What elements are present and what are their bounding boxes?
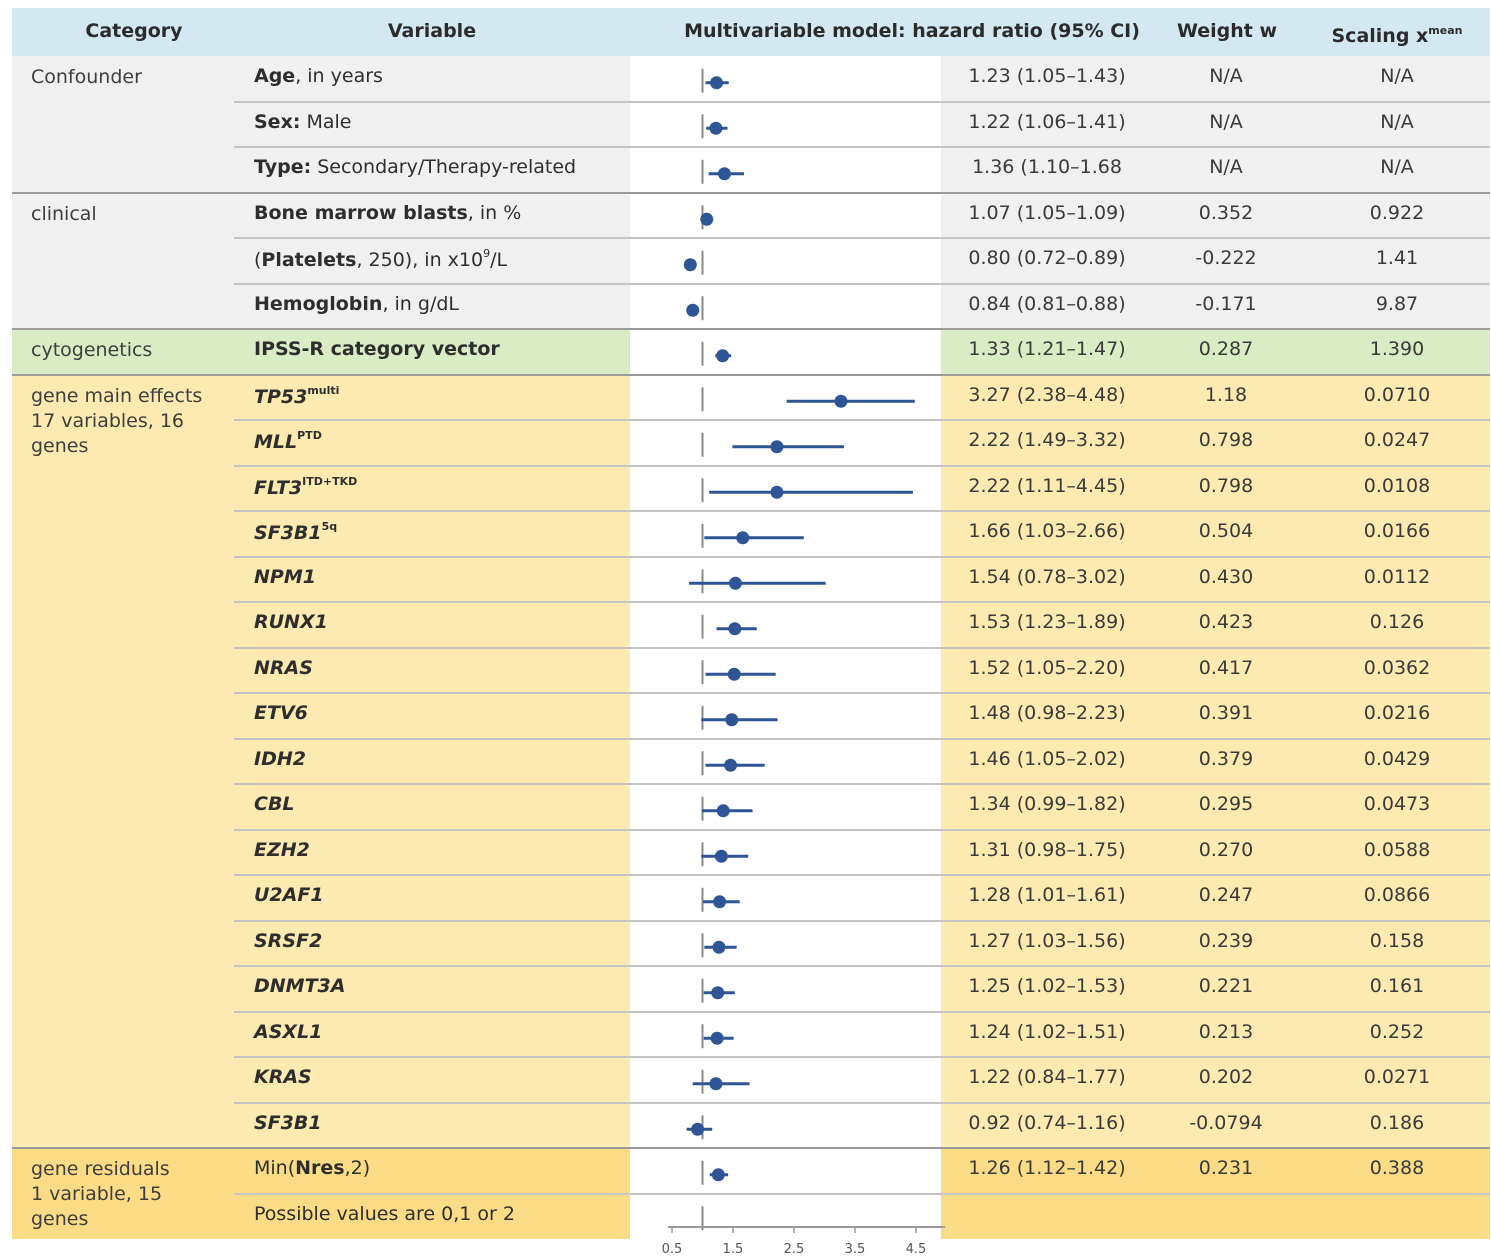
scaling-value: 0.0710 [1363,383,1431,406]
scaling-value: 0.252 [1369,1020,1425,1043]
hazard-ratio-point [711,1032,724,1045]
weight-value: 0.798 [1198,429,1254,451]
gene-name: EZH2 [254,838,310,861]
weight-value: 0.295 [1198,793,1254,815]
scaling-value: 0.0473 [1363,793,1431,815]
hazard-ratio-ci: 1.36 (1.10–1.68 [972,156,1122,178]
hazard-ratio-ci: 1.34 (0.99–1.82) [968,793,1126,815]
header-category: Category [85,20,183,42]
weight-value: 0.270 [1198,838,1254,861]
scaling-value: 0.186 [1369,1111,1425,1134]
hazard-ratio-ci: 1.22 (1.06–1.41) [968,110,1126,133]
scaling-value: 0.922 [1369,201,1425,224]
hazard-ratio-ci: 1.66 (1.03–2.66) [968,520,1126,542]
header-model: Multivariable model: hazard ratio (95% CI) [684,20,1140,42]
category-label: clinical [31,202,97,225]
weight-value: 0.239 [1198,929,1254,952]
hazard-ratio-point [710,76,723,89]
hazard-ratio-ci: 0.80 (0.72–0.89) [968,247,1126,269]
hazard-ratio-point [709,122,722,135]
variable-label: Min(Nres,2) [254,1157,371,1179]
hazard-ratio-ci: 1.52 (1.05–2.20) [968,656,1126,679]
x-tick-label: 2.5 [783,1242,805,1257]
weight-value: N/A [1209,65,1243,87]
weight-value: 0.231 [1198,1157,1254,1179]
hazard-ratio-point [770,486,783,499]
scaling-value: 0.158 [1369,929,1425,952]
header-weight: Weight w [1176,20,1278,42]
hazard-ratio-point [712,1168,725,1181]
variable-label: (Platelets, 250), in $x10^9/L$ [254,247,508,271]
scaling-value: 0.388 [1369,1157,1425,1179]
gene-name: SRSF2 [254,929,323,952]
scaling-value: 0.0216 [1363,702,1431,724]
hazard-ratio-point [709,1077,722,1090]
hazard-ratio-point [712,941,725,954]
weight-value: N/A [1209,110,1243,133]
variable-label: Type: Secondary/Therapy-related [254,156,577,178]
hazard-ratio-ci: 1.23 (1.05–1.43) [968,65,1126,87]
x-tick-label: 3.5 [844,1242,866,1257]
gene-name: RUNX1 [254,611,328,633]
gene-name: ETV6 [254,702,308,724]
scaling-value: N/A [1380,65,1414,87]
x-tick-label: 0.5 [661,1242,683,1257]
hazard-ratio-ci: 1.48 (0.98–2.23) [968,702,1126,724]
note-text: Possible values are 0,1 or 2 [254,1202,515,1225]
hazard-ratio-point [713,895,726,908]
hazard-ratio-ci: 0.84 (0.81–0.88) [968,292,1126,315]
header-variable: Variable [387,20,477,42]
hazard-ratio-point [717,804,730,817]
weight-value: 0.430 [1198,565,1254,588]
hazard-ratio-point [691,1123,704,1136]
scaling-value: 0.0362 [1363,656,1431,679]
hazard-ratio-point [718,167,731,180]
weight-value: 0.287 [1198,338,1254,360]
gene-name: CBL [254,793,295,815]
scaling-value: N/A [1380,156,1414,178]
hazard-ratio-point [729,577,742,590]
gene-name: DNMT3A [254,975,346,997]
scaling-value: 0.0866 [1363,884,1431,906]
scaling-value: 0.161 [1369,975,1425,997]
scaling-value: 0.0271 [1363,1066,1431,1088]
gene-name: U2AF1 [254,884,324,906]
scaling-value: 1.390 [1369,338,1425,360]
hazard-ratio-point [700,213,713,226]
variable-label: Bone marrow blasts, in % [254,201,522,224]
gene-name: SF3B1 [254,522,322,544]
weight-value: 0.417 [1198,656,1254,679]
hazard-ratio-ci: 3.27 (2.38–4.48) [968,383,1126,406]
scaling-value: 1.41 [1375,247,1419,269]
gene-superscript: PTD [297,429,322,442]
scaling-value: 0.0588 [1363,838,1431,861]
hazard-ratio-point [770,440,783,453]
hazard-ratio-ci: 1.46 (1.05–2.02) [968,747,1126,770]
gene-superscript: 5q [321,520,338,533]
gene-name: MLL [254,431,298,453]
scaling-value: 0.0166 [1363,520,1431,542]
x-tick-label: 4.5 [905,1242,927,1257]
hazard-ratio-ci: 1.33 (1.21–1.47) [968,338,1126,360]
hazard-ratio-ci: 1.54 (0.78–3.02) [968,565,1126,588]
x-tick-label: 1.5 [722,1242,744,1257]
weight-value: N/A [1209,156,1243,178]
scaling-value: 0.126 [1369,611,1425,633]
weight-value: -0.0794 [1189,1111,1263,1134]
hazard-ratio-ci: 1.28 (1.01–1.61) [968,884,1126,906]
scaling-value: 0.0108 [1363,474,1431,497]
gene-name: KRAS [254,1066,312,1088]
weight-value: 0.423 [1198,611,1254,633]
category-label: gene main effects 17 variables, 16 genes [31,384,203,457]
scaling-value: 0.0429 [1363,747,1431,770]
weight-value: 0.798 [1198,474,1254,497]
hazard-ratio-point [684,258,697,271]
weight-value: 0.379 [1198,747,1254,770]
hazard-ratio-ci: 1.25 (1.02–1.53) [968,975,1126,997]
variable-label: IPSS-R category vector [254,338,500,360]
weight-value: 0.221 [1198,975,1254,997]
hazard-ratio-ci: 1.07 (1.05–1.09) [968,201,1126,224]
hazard-ratio-ci: 1.24 (1.02–1.51) [968,1020,1126,1043]
hazard-ratio-ci: 1.27 (1.03–1.56) [968,929,1126,952]
hazard-ratio-ci: 2.22 (1.11–4.45) [968,474,1126,497]
weight-value: -0.171 [1195,292,1257,315]
category-label: cytogenetics [31,339,153,361]
scaling-value: 0.0112 [1363,565,1431,588]
gene-superscript: multi [307,383,340,397]
hazard-ratio-point [736,531,749,544]
hazard-ratio-ci: 1.31 (0.98–1.75) [968,838,1126,861]
gene-name: TP53 [254,385,308,408]
gene-name: NRAS [254,656,313,679]
hazard-ratio-point [724,759,737,772]
weight-value: 0.504 [1198,520,1254,542]
hazard-ratio-point [715,850,728,863]
weight-value: 1.18 [1204,383,1248,406]
hazard-ratio-point [834,395,847,408]
gene-superscript: ITD+TKD [302,474,358,488]
hazard-ratio-ci: 1.26 (1.12–1.42) [968,1157,1126,1179]
scaling-value: 0.0247 [1363,429,1431,451]
hazard-ratio-ci: 1.53 (1.23–1.89) [968,611,1126,633]
hazard-ratio-ci: 1.22 (0.84–1.77) [968,1066,1126,1088]
weight-value: -0.222 [1195,247,1257,269]
gene-name: SF3B1 [254,1111,322,1134]
hazard-ratio-point [725,713,738,726]
weight-value: 0.391 [1198,702,1254,724]
gene-name: NPM1 [254,565,316,588]
category-label: Confounder [31,66,142,88]
gene-name: FLT3 [254,476,303,499]
scaling-value: N/A [1380,110,1414,133]
gene-name: ASXL1 [254,1020,323,1043]
hazard-ratio-point [728,668,741,681]
hazard-ratio-ci: 0.92 (0.74–1.16) [968,1111,1126,1134]
header-scaling: Scaling $x^{mean}$ [1331,24,1463,47]
category-label: gene residuals 1 variable, 15 genes [31,1158,170,1230]
hazard-ratio-point [686,304,699,317]
scaling-value: 9.87 [1375,292,1419,315]
variable-label: Sex: Male [254,110,352,133]
weight-value: 0.352 [1198,201,1254,224]
variable-label: Hemoglobin, in g/dL [254,292,460,315]
variable-label: Age, in years [254,65,383,87]
weight-value: 0.247 [1198,884,1254,906]
weight-value: 0.202 [1198,1066,1254,1088]
hazard-ratio-point [728,622,741,635]
gene-name: IDH2 [254,747,306,770]
hazard-ratio-point [716,349,729,362]
hazard-ratio-point [711,986,724,999]
weight-value: 0.213 [1198,1020,1254,1043]
hazard-ratio-ci: 2.22 (1.49–3.32) [968,429,1126,451]
